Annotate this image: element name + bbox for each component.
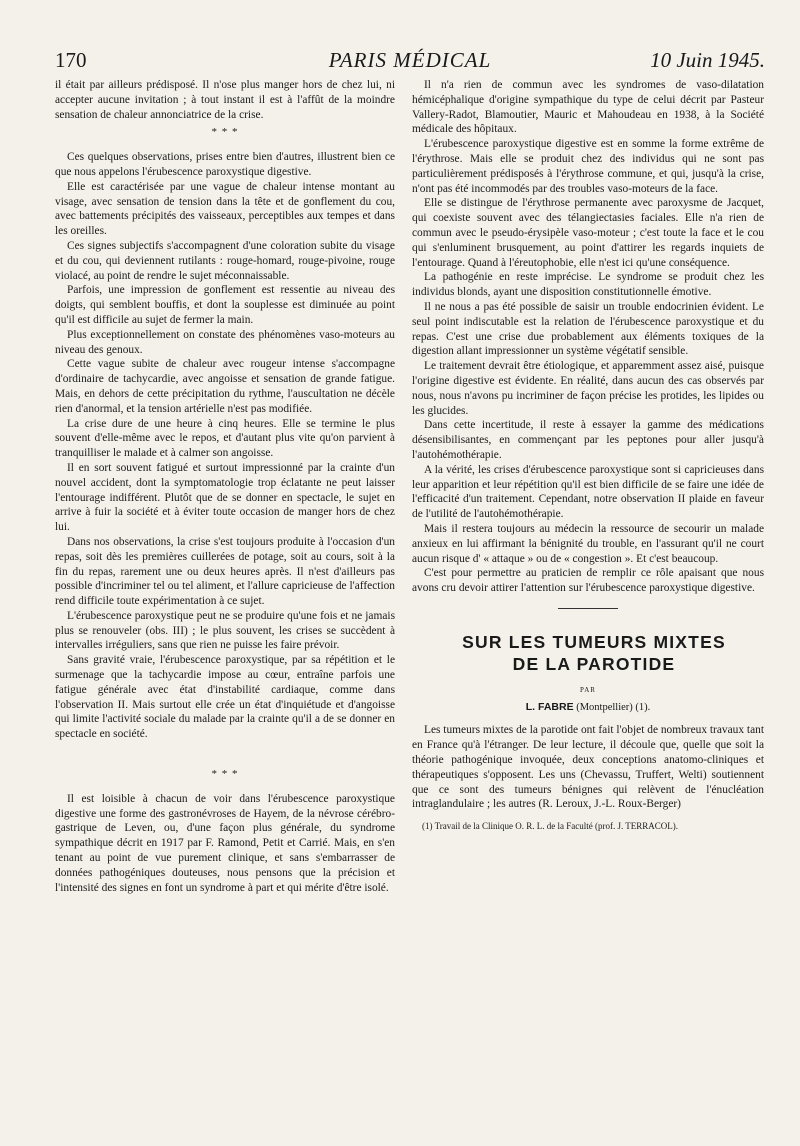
- paragraph: Il n'a rien de commun avec les syndromes de vaso-dilatation hémicéphalique d'origine sympathique du type de celui décrit par Pasteur Vallery-Radot, Blamoutier, Mauric et Mahoudeau en 1938, à la Société médicale des hôpitaux.: [412, 79, 764, 136]
- issue-date: 10 Juin 1945.: [650, 48, 765, 72]
- byline-par: PAR: [580, 685, 596, 694]
- footnote: (1) Travail de la Clinique O. R. L. de la Faculté (prof. J. TERRACOL).: [422, 821, 679, 832]
- paragraph: L'érubescence paroxystique digestive est en somme la forme extrême de l'érythrose. Mais elle se produit chez des individus qui ne sont pas particulièrement prédisposés à l'érythrose commune, et qui, jusqu'à la crise, n'ont pas été incommodés par des troubles vaso-moteurs de la face.: [412, 138, 764, 195]
- paragraph: Dans cette incertitude, il reste à essayer la gamme des médications désensibilisantes, en commençant par les peptones pour aller jusqu'à l'autohémothérapie.: [412, 419, 764, 461]
- left-column: [55, 78, 395, 895]
- paragraph: Le traitement devrait être étiologique, et apparemment assez aisé, puisque l'origine digestive est évidente. En réalité, dans aucun des cas observés par nous, nous n'avons pu incriminer de façon précise les protides, les lipides ou les glucides.: [412, 360, 764, 417]
- page-header: [55, 48, 765, 78]
- paragraph: Il est loisible à chacun de voir dans l'érubescence paroxystique digestive une forme des gastronévroses de Hayem, de la névrose cérébro-gastrique de Leven, ou, d'une façon plus générale, du syndrome sympathique décrit en 1917 par F. Ramond, Petit et Carrié. Mais, en s'en tenant au point de vue purement clinique, et sans s'embarrasser de données pathogéniques douteuses, nous pensons que la précision et l'intensité des signes en font un syndrome à part et qui mérite d'être isolé.: [55, 792, 395, 894]
- section-separator: * * *: [211, 126, 239, 139]
- paragraph: Plus exceptionnellement on constate des phénomènes vaso-moteurs au niveau des genoux.: [55, 328, 395, 356]
- section-separator: * * *: [211, 768, 239, 781]
- author-line: [412, 700, 764, 716]
- paragraph: Parfois, une impression de gonflement est ressentie au niveau des doigts, qui semblent bouffis, et dont la souplesse est diminuée au point qu'il est difficile au sujet de fermer la main.: [55, 284, 395, 326]
- paragraph: La pathogénie en reste imprécise. Le syndrome se produit chez les individus blonds, ayant une disposition constitutionnelle émotive.: [412, 271, 764, 299]
- paragraph: Il en sort souvent fatigué et surtout impressionné par la crainte d'un nouvel accident, dont la symptomatologie trop éclatante ne peut laisser l'entourage indifférent. Plutôt que de se donner en spectacle, le sujet en arrive à fuir la société et à éviter toute occasion de manger hors de chez lui.: [55, 461, 395, 534]
- paragraph: C'est pour permettre au praticien de remplir ce rôle apaisant que nous avons cru devoir attirer l'attention sur l'érubescence paroxystique digestive.: [412, 567, 764, 595]
- paragraph: Elle est caractérisée par une vague de chaleur intense montant au visage, avec sensation de tension dans la tête et de gonflement du cou, avec battements précipités des vaisseaux, perceptibles aux tempes et dans les oreilles.: [55, 180, 395, 238]
- journal-title: PARIS MÉDICAL: [328, 48, 492, 72]
- paragraph: L'érubescence paroxystique peut ne se produire qu'une fois et ne jamais plus se renouveler (obs. III) ; le plus souvent, les crises se succèdent à intervalles irréguliers, sans que rien ne puisse les faire prévoir.: [55, 609, 395, 652]
- paragraph: Cette vague subite de chaleur avec rougeur intense s'accompagne d'ordinaire de tachycardie, avec angoisse et sensation de grande fatigue. Mais, en dehors de cette précipitation du rythme, l'auscultation ne décèle rien d'anormal, et la tension artérielle n'est pas modifiée.: [55, 358, 395, 415]
- paragraph: Ces signes subjectifs s'accompagnent d'une coloration subite du visage et du cou, qui deviennent rutilants : rouge-homard, rouge-pivoine, rouge violacé, au point de rendre le sujet méconnaissable.: [55, 239, 395, 282]
- author-affiliation: (Montpellier) (1).: [576, 701, 651, 713]
- paragraph: La crise dure de une heure à cinq heures. Elle se termine le plus souvent d'elle-même avec le repos, et d'autant plus vite qu'on parvient à tranquilliser le malade et à calmer son angoisse.: [55, 417, 395, 460]
- paragraph: Sans gravité vraie, l'érubescence paroxystique, par sa répétition et le surmenage que la tachycardie impose au cœur, entraîne parfois une fatigue générale avec état d'instabilité cardiaque, comme dans l'observation II. Mais surtout elle crée un état d'inquiétude et d'angoisse qui limite l'activité sociale du malade par la crainte qu'il a de se donner en spectacle en société.: [55, 654, 395, 741]
- paragraph: Elle se distingue de l'érythrose permanente avec paroxysme de Jacquet, qui coexiste souvent avec des télangiectasies faciales. Elle n'a rien de commun avec le pseudo-érysipèle vaso-moteur ; c'est toute la face et le cou qui s'enluminent brusquement, au point d'attirer les regards inquiets de l'entourage. Quand à l'éreutophobie, elle n'est ici qu'une conséquence.: [412, 197, 764, 269]
- page-number: 170: [55, 48, 87, 72]
- article-title-line-1: SUR LES TUMEURS MIXTES: [462, 631, 726, 652]
- paragraph: A la vérité, les crises d'érubescence paroxystique sont si capricieuses dans leur apparition et leur répétition qu'il est bien difficile de se faire une idée de l'efficacité d'un traitement. Cependant, notre observation II plaide en faveur de l'utilité de l'autohémothérapie.: [412, 463, 764, 521]
- paragraph: il était par ailleurs prédisposé. Il n'ose plus manger hors de chez lui, ni accepter aucune invitation ; à tout instant il est à l'affût de la moindre sensation de chaleur annonciatrice de la crise.: [55, 79, 395, 121]
- right-column: [412, 78, 764, 832]
- paragraph: Mais il restera toujours au médecin la ressource de secourir un malade anxieux en lui affirmant la bénignité du trouble, en l'assurant qu'il ne court aucun risque d' « attaque » ou de « congestion ». Et c'est beaucoup.: [412, 522, 764, 565]
- paragraph: Ces quelques observations, prises entre bien d'autres, illustrent bien ce que nous appelons l'érubescence paroxystique digestive.: [55, 151, 395, 178]
- section-rule: [558, 608, 618, 609]
- article-title-line-2: DE LA PAROTIDE: [512, 653, 676, 674]
- article-body: Les tumeurs mixtes de la parotide ont fait l'objet de nombreux travaux tant en France qu'à l'étranger. De leur lecture, il découle que, quelle que soit la théorie pathogénique invoquée, deux conceptions anatomo-cliniques et thérapeutiques s'opposent. Les uns (Chevassu, Truffert, Welti) soutiennent que ce sont des tumeurs bénignes qui relèvent de l'énucléation intraglandulaire ; les autres (R. Leroux, J.-L. Roux-Berger): [412, 724, 764, 811]
- paragraph: Dans nos observations, la crise s'est toujours produite à l'occasion d'un repas, soit dès les premières cuillerées de potage, soit au cours, soit à la fin du repas, rarement une ou deux heures après. Il n'est d'ailleurs pas possible d'incriminer tel ou tel aliment, et l'allure capricieuse de l'affection rend difficile toute expérimentation à ce sujet.: [55, 535, 395, 608]
- paragraph: Il ne nous a pas été possible de saisir un trouble endocrinien évident. Le seul point indiscutable est la relation de l'érubescence paroxystique et du repas. C'est une crise due probablement aux éléments toxiques de la digestion allant impressionner un système végétatif sensible.: [412, 300, 764, 358]
- author-name: L. FABRE: [525, 700, 574, 713]
